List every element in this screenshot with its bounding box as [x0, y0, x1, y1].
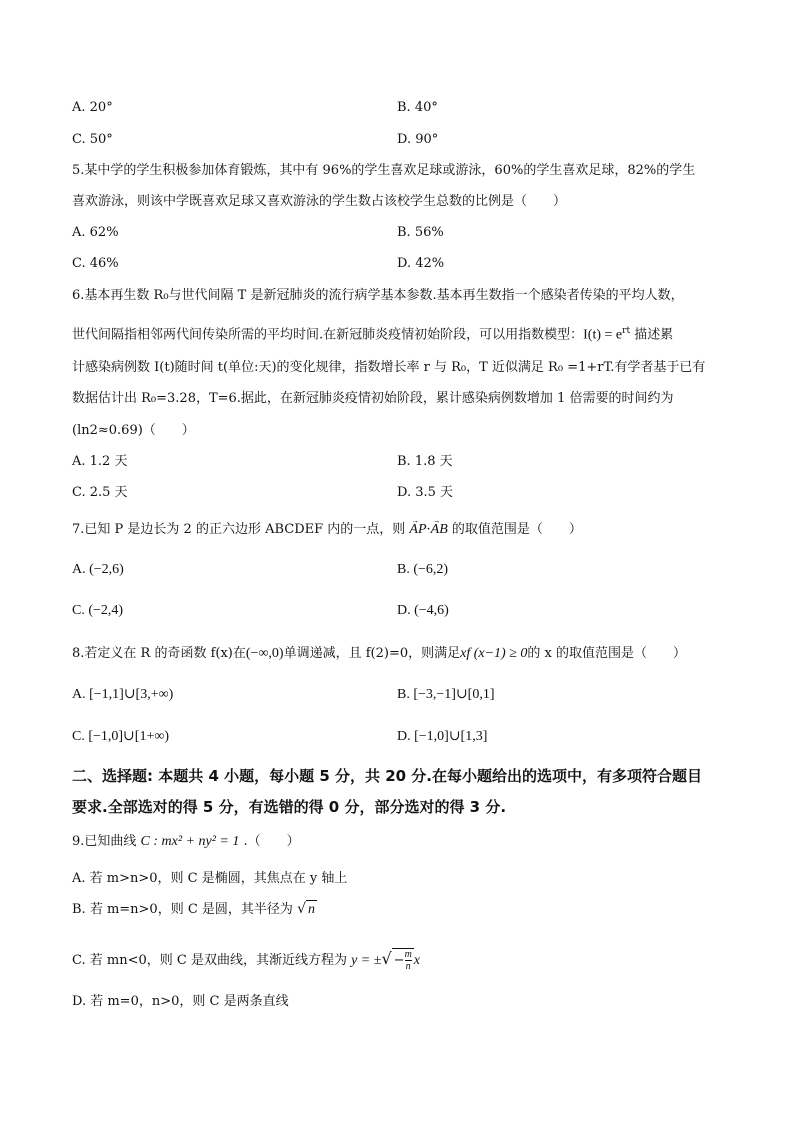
q9-option-b-text: B. 若 m=n>0，则 C 是圆，其半径为 — [72, 902, 298, 917]
q6-option-a: A. 1.2 天 — [72, 454, 128, 469]
q6-stem-line4: 数据估计出 R₀=3.28，T=6.据此，在新冠肺炎疫情初始阶段，累计感染病例数增加 1 倍需要的时间约为 — [72, 391, 674, 406]
q7-option-a — [72, 561, 124, 579]
q8-stem-pre: 8.若定义在 R 的奇函数 f(x)在 — [72, 646, 246, 661]
q8-interval: (−∞,0) — [245, 646, 284, 661]
q9-option-c — [72, 948, 420, 972]
q4-option-c: C. 50° — [72, 132, 113, 147]
q8-stem — [72, 645, 686, 663]
q7-vector-ap: → AP — [409, 521, 426, 539]
sqrt-icon: √ — [297, 901, 306, 917]
q8-stem-mid: 单调递减，且 f(2)=0，则满足 — [283, 646, 461, 661]
q9-option-c-text: C. 若 mn<0，则 C 是双曲线，其渐近线方程为 — [72, 953, 352, 968]
q5-option-a: A. 62% — [72, 225, 119, 240]
q9-stem-pre: 9.已知曲线 — [72, 834, 141, 849]
q6-stem-line2 — [72, 322, 673, 344]
q7-option-b — [397, 561, 448, 579]
q7-option-d-text: D. (−4,6) — [397, 603, 449, 618]
q6-option-c: C. 2.5 天 — [72, 485, 128, 500]
q9-stem-post: .（ ） — [239, 834, 300, 849]
q9-option-c-y: y = ± — [351, 953, 382, 968]
q9-option-c-numerator: m — [404, 949, 412, 960]
q4-option-b: B. 40° — [397, 100, 438, 115]
q5-option-c: C. 46% — [72, 256, 119, 271]
q9-option-c-fraction — [405, 949, 412, 972]
q9-option-b-radicand: n — [307, 902, 315, 917]
section2-heading-line1: 二、选择题: 本题共 4 小题，每小题 5 分，共 20 分.在每小题给出的选项中，有多项符合题目 — [72, 767, 703, 785]
q7-option-a-text: A. (−2,6) — [72, 562, 124, 577]
q7-option-c-text: C. (−2,4) — [72, 603, 124, 618]
q7-stem — [72, 521, 582, 539]
q6-line2-text: 世代间隔指相邻两代间传染所需的平均时间.在新冠肺炎疫情初始阶段，可以用指数模型： — [72, 327, 584, 343]
q8-inequality: xf (x−1) ≥ 0 — [460, 646, 528, 661]
q6-stem-line3: 计感染病例数 I(t)随时间 t(单位:天)的变化规律，指数增长率 r 与 R₀，T 近似满足 R₀ =1+rT.有学者基于已有 — [72, 360, 706, 375]
q8-option-b — [397, 686, 495, 704]
q6-stem-line5: (ln2≈0.69)（ ） — [72, 423, 195, 438]
q7-stem-pre: 7.已知 P 是边长为 2 的正六边形 ABCDEF 内的一点，则 — [72, 522, 410, 537]
q7-vector-ab: → AB — [431, 521, 448, 539]
q5-stem-line1: 5.某中学的学生积极参加体育锻炼，其中有 96%的学生喜欢足球或游泳，60%的学生喜欢足球，82%的学生 — [72, 163, 696, 178]
q7-option-c — [72, 602, 123, 620]
q4-option-a: A. 20° — [72, 100, 113, 115]
q8-option-c — [72, 728, 169, 746]
q5-stem-line2: 喜欢游泳，则该中学既喜欢足球又喜欢游泳的学生数占该校学生总数的比例是（ ） — [72, 194, 567, 209]
q8-option-c-text: C. [−1,0]∪[1+∞) — [72, 729, 169, 744]
q9-option-c-minus: − — [393, 953, 405, 968]
q8-option-a — [72, 686, 173, 704]
q9-option-b — [72, 900, 317, 919]
q7-stem-post: 的取值范围是（ ） — [447, 522, 582, 537]
q9-curve-equation: C : mx² + ny² = 1 — [140, 834, 240, 849]
q6-option-d: D. 3.5 天 — [397, 485, 454, 500]
q7-dot: · — [426, 522, 431, 537]
q6-model-formula: I(t) = e — [583, 327, 623, 343]
q9-stem — [72, 833, 300, 851]
q9-option-d: D. 若 m=0，n>0，则 C 是两条直线 — [72, 994, 289, 1009]
q8-option-a-text: A. [−1,1]∪[3,+∞) — [72, 687, 174, 702]
q5-option-d: D. 42% — [397, 256, 445, 271]
q9-option-c-x: x — [413, 953, 421, 968]
sqrt-icon: √ — [381, 949, 392, 968]
q7-option-d — [397, 602, 449, 620]
q6-option-b: B. 1.8 天 — [397, 454, 453, 469]
q5-option-b: B. 56% — [397, 225, 444, 240]
q4-option-d: D. 90° — [397, 132, 439, 147]
q8-option-b-text: B. [−3,−1]∪[0,1] — [397, 687, 495, 702]
q9-option-c-radicand — [392, 948, 414, 972]
q6-line2-tail: 描述累 — [630, 327, 674, 343]
q8-option-d-text: D. [−1,0]∪[1,3] — [397, 729, 488, 744]
q8-stem-post: 的 x 的取值范围是（ ） — [527, 646, 687, 661]
q9-option-a: A. 若 m>n>0，则 C 是椭圆，其焦点在 y 轴上 — [72, 871, 348, 886]
q6-stem-line1: 6.基本再生数 R₀与世代间隔 T 是新冠肺炎的流行病学基本参数.基本再生数指一个感染者传染的平均人数， — [72, 288, 684, 303]
q8-option-d — [397, 728, 487, 746]
q7-option-b-text: B. (−6,2) — [397, 562, 449, 577]
q9-option-c-denominator: n — [405, 961, 411, 972]
section2-heading-line2: 要求.全部选对的得 5 分，有选错的得 0 分，部分选对的得 3 分. — [72, 798, 507, 816]
q6-model-exponent: rt — [622, 326, 631, 336]
